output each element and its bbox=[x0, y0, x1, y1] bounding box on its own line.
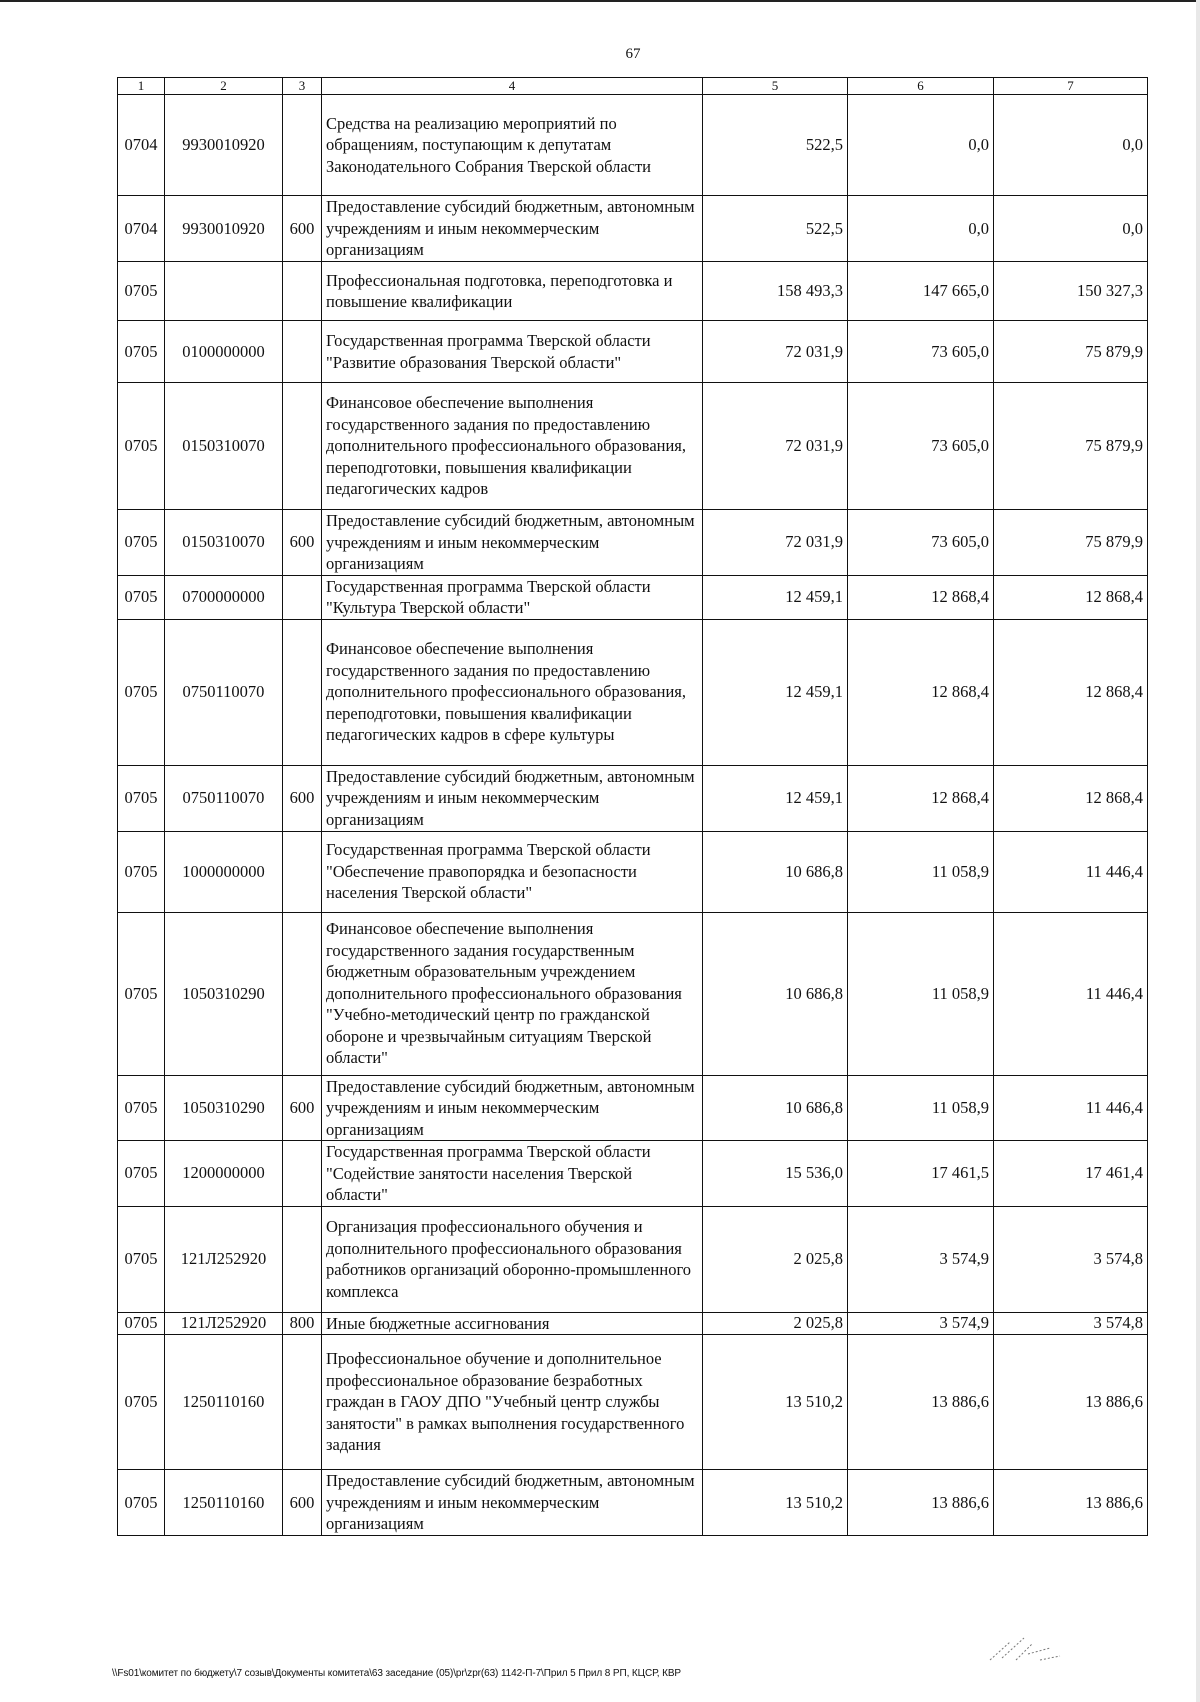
amount-col-5-cell: 13 510,2 bbox=[703, 1335, 848, 1470]
amount-col-6-cell: 13 886,6 bbox=[848, 1335, 994, 1470]
section-code-cell: 0705 bbox=[118, 765, 165, 831]
target-article-code-cell: 9930010920 bbox=[165, 196, 283, 262]
expense-type-code-cell: 600 bbox=[283, 765, 322, 831]
amount-col-6-cell: 147 665,0 bbox=[848, 262, 994, 321]
amount-col-5-cell: 2 025,8 bbox=[703, 1206, 848, 1312]
amount-col-6-cell: 3 574,9 bbox=[848, 1206, 994, 1312]
table-row bbox=[118, 831, 1148, 912]
amount-col-7-cell: 75 879,9 bbox=[994, 321, 1148, 383]
expense-type-code-cell: 600 bbox=[283, 1075, 322, 1141]
amount-col-5-cell: 13 510,2 bbox=[703, 1470, 848, 1536]
amount-col-6-cell: 73 605,0 bbox=[848, 510, 994, 576]
description-cell: Предоставление субсидий бюджетным, автономным учреждениям и иным некоммерческим организациям bbox=[322, 1075, 703, 1141]
amount-col-6-cell: 11 058,9 bbox=[848, 1075, 994, 1141]
target-article-code-cell: 0750110070 bbox=[165, 765, 283, 831]
amount-col-5-cell: 10 686,8 bbox=[703, 912, 848, 1075]
amount-col-5-cell: 10 686,8 bbox=[703, 831, 848, 912]
amount-col-6-cell: 73 605,0 bbox=[848, 383, 994, 510]
amount-col-5-cell: 72 031,9 bbox=[703, 510, 848, 576]
table-row bbox=[118, 196, 1148, 262]
amount-col-5-cell: 158 493,3 bbox=[703, 262, 848, 321]
description-cell: Государственная программа Тверской области "Обеспечение правопорядка и безопасности населения Тверской области" bbox=[322, 831, 703, 912]
amount-col-6-cell: 0,0 bbox=[848, 196, 994, 262]
footer-file-path: \\Fs01\комитет по бюджету\7 созыв\Документы комитета\63 заседание (05)\pr\zpr(63) 1142-П-7\Прил 5 Прил 8 РП, КЦСР, КВР bbox=[112, 1668, 681, 1679]
table-row bbox=[118, 765, 1148, 831]
target-article-code-cell: 9930010920 bbox=[165, 95, 283, 196]
amount-col-7-cell: 13 886,6 bbox=[994, 1470, 1148, 1536]
amount-col-7-cell: 11 446,4 bbox=[994, 912, 1148, 1075]
section-code-cell: 0704 bbox=[118, 95, 165, 196]
target-article-code-cell bbox=[165, 262, 283, 321]
scan-right-edge bbox=[1196, 0, 1200, 1702]
target-article-code-cell: 0150310070 bbox=[165, 383, 283, 510]
section-code-cell: 0705 bbox=[118, 321, 165, 383]
amount-col-7-cell: 12 868,4 bbox=[994, 575, 1148, 619]
amount-col-7-cell: 75 879,9 bbox=[994, 383, 1148, 510]
section-code-cell: 0705 bbox=[118, 1312, 165, 1335]
header-col-6: 6 bbox=[848, 78, 994, 95]
description-cell: Иные бюджетные ассигнования bbox=[322, 1312, 703, 1335]
expense-type-code-cell bbox=[283, 619, 322, 765]
scan-top-edge bbox=[0, 0, 1200, 2]
amount-col-5-cell: 72 031,9 bbox=[703, 321, 848, 383]
section-code-cell: 0705 bbox=[118, 619, 165, 765]
amount-col-5-cell: 12 459,1 bbox=[703, 619, 848, 765]
expense-type-code-cell bbox=[283, 1206, 322, 1312]
amount-col-7-cell: 13 886,6 bbox=[994, 1335, 1148, 1470]
header-col-5: 5 bbox=[703, 78, 848, 95]
amount-col-6-cell: 12 868,4 bbox=[848, 765, 994, 831]
target-article-code-cell: 121Л252920 bbox=[165, 1206, 283, 1312]
table-row bbox=[118, 510, 1148, 576]
amount-col-5-cell: 522,5 bbox=[703, 95, 848, 196]
target-article-code-cell: 1250110160 bbox=[165, 1335, 283, 1470]
target-article-code-cell: 0150310070 bbox=[165, 510, 283, 576]
table-row bbox=[118, 1335, 1148, 1470]
target-article-code-cell: 1050310290 bbox=[165, 1075, 283, 1141]
expense-type-code-cell: 800 bbox=[283, 1312, 322, 1335]
table-row bbox=[118, 1312, 1148, 1335]
table-row bbox=[118, 912, 1148, 1075]
expense-type-code-cell bbox=[283, 383, 322, 510]
table-row bbox=[118, 1470, 1148, 1536]
description-cell: Государственная программа Тверской области "Развитие образования Тверской области" bbox=[322, 321, 703, 383]
table-row bbox=[118, 1141, 1148, 1207]
header-col-3: 3 bbox=[283, 78, 322, 95]
table-row bbox=[118, 383, 1148, 510]
amount-col-5-cell: 2 025,8 bbox=[703, 1312, 848, 1335]
table-row bbox=[118, 575, 1148, 619]
amount-col-7-cell: 3 574,8 bbox=[994, 1312, 1148, 1335]
amount-col-6-cell: 73 605,0 bbox=[848, 321, 994, 383]
budget-table bbox=[117, 77, 1148, 1536]
target-article-code-cell: 1250110160 bbox=[165, 1470, 283, 1536]
amount-col-6-cell: 0,0 bbox=[848, 95, 994, 196]
target-article-code-cell: 1200000000 bbox=[165, 1141, 283, 1207]
section-code-cell: 0705 bbox=[118, 1470, 165, 1536]
amount-col-7-cell: 150 327,3 bbox=[994, 262, 1148, 321]
amount-col-6-cell: 11 058,9 bbox=[848, 831, 994, 912]
amount-col-7-cell: 11 446,4 bbox=[994, 1075, 1148, 1141]
header-col-1: 1 bbox=[118, 78, 165, 95]
target-article-code-cell: 0700000000 bbox=[165, 575, 283, 619]
amount-col-5-cell: 15 536,0 bbox=[703, 1141, 848, 1207]
description-cell: Профессиональная подготовка, переподготовка и повышение квалификации bbox=[322, 262, 703, 321]
header-col-2: 2 bbox=[165, 78, 283, 95]
target-article-code-cell: 0750110070 bbox=[165, 619, 283, 765]
expense-type-code-cell: 600 bbox=[283, 510, 322, 576]
amount-col-6-cell: 12 868,4 bbox=[848, 575, 994, 619]
amount-col-7-cell: 0,0 bbox=[994, 196, 1148, 262]
amount-col-6-cell: 3 574,9 bbox=[848, 1312, 994, 1335]
description-cell: Финансовое обеспечение выполнения государственного задания по предоставлению дополнительного профессионального образования, переподготовки, повышения квалификации педагогических кадров bbox=[322, 383, 703, 510]
amount-col-5-cell: 12 459,1 bbox=[703, 765, 848, 831]
expense-type-code-cell: 600 bbox=[283, 196, 322, 262]
description-cell: Предоставление субсидий бюджетным, автономным учреждениям и иным некоммерческим организациям bbox=[322, 510, 703, 576]
expense-type-code-cell: 600 bbox=[283, 1470, 322, 1536]
expense-type-code-cell bbox=[283, 1335, 322, 1470]
expense-type-code-cell bbox=[283, 1141, 322, 1207]
amount-col-7-cell: 11 446,4 bbox=[994, 831, 1148, 912]
section-code-cell: 0705 bbox=[118, 262, 165, 321]
description-cell: Предоставление субсидий бюджетным, автономным учреждениям и иным некоммерческим организациям bbox=[322, 196, 703, 262]
amount-col-5-cell: 72 031,9 bbox=[703, 383, 848, 510]
scan-noise-marks bbox=[980, 1630, 1070, 1670]
section-code-cell: 0705 bbox=[118, 1141, 165, 1207]
expense-type-code-cell bbox=[283, 912, 322, 1075]
section-code-cell: 0705 bbox=[118, 575, 165, 619]
table-row bbox=[118, 95, 1148, 196]
description-cell: Государственная программа Тверской области "Культура Тверской области" bbox=[322, 575, 703, 619]
amount-col-7-cell: 17 461,4 bbox=[994, 1141, 1148, 1207]
amount-col-6-cell: 13 886,6 bbox=[848, 1470, 994, 1536]
amount-col-5-cell: 522,5 bbox=[703, 196, 848, 262]
section-code-cell: 0705 bbox=[118, 831, 165, 912]
amount-col-6-cell: 17 461,5 bbox=[848, 1141, 994, 1207]
amount-col-5-cell: 10 686,8 bbox=[703, 1075, 848, 1141]
amount-col-7-cell: 75 879,9 bbox=[994, 510, 1148, 576]
section-code-cell: 0705 bbox=[118, 1335, 165, 1470]
target-article-code-cell: 0100000000 bbox=[165, 321, 283, 383]
description-cell: Профессиональное обучение и дополнительное профессиональное образование безработных граждан в ГАОУ ДПО "Учебный центр службы занятости" в рамках выполнения государственного задания bbox=[322, 1335, 703, 1470]
section-code-cell: 0705 bbox=[118, 1206, 165, 1312]
table-row bbox=[118, 619, 1148, 765]
target-article-code-cell: 121Л252920 bbox=[165, 1312, 283, 1335]
target-article-code-cell: 1000000000 bbox=[165, 831, 283, 912]
page-number: 67 bbox=[625, 46, 641, 62]
description-cell: Средства на реализацию мероприятий по обращениям, поступающим к депутатам Законодательного Собрания Тверской области bbox=[322, 95, 703, 196]
expense-type-code-cell bbox=[283, 95, 322, 196]
header-col-7: 7 bbox=[994, 78, 1148, 95]
table-row bbox=[118, 321, 1148, 383]
table-row bbox=[118, 1206, 1148, 1312]
table-header-row bbox=[118, 78, 1148, 95]
amount-col-7-cell: 12 868,4 bbox=[994, 765, 1148, 831]
expense-type-code-cell bbox=[283, 321, 322, 383]
description-cell: Финансовое обеспечение выполнения государственного задания государственным бюджетным образовательным учреждением дополнительного профессионального образования "Учебно-методический центр по гражданской обороне и чрезвычайным ситуациям Тверской области" bbox=[322, 912, 703, 1075]
amount-col-6-cell: 12 868,4 bbox=[848, 619, 994, 765]
amount-col-7-cell: 3 574,8 bbox=[994, 1206, 1148, 1312]
target-article-code-cell: 1050310290 bbox=[165, 912, 283, 1075]
description-cell: Финансовое обеспечение выполнения государственного задания по предоставлению дополнительного профессионального образования, переподготовки, повышения квалификации педагогических кадров в сфере культуры bbox=[322, 619, 703, 765]
expense-type-code-cell bbox=[283, 262, 322, 321]
header-col-4: 4 bbox=[322, 78, 703, 95]
description-cell: Организация профессионального обучения и дополнительного профессионального образования работников организаций оборонно-промышленного комплекса bbox=[322, 1206, 703, 1312]
table-row bbox=[118, 262, 1148, 321]
section-code-cell: 0704 bbox=[118, 196, 165, 262]
description-cell: Предоставление субсидий бюджетным, автономным учреждениям и иным некоммерческим организациям bbox=[322, 1470, 703, 1536]
amount-col-7-cell: 12 868,4 bbox=[994, 619, 1148, 765]
description-cell: Государственная программа Тверской области "Содействие занятости населения Тверской области" bbox=[322, 1141, 703, 1207]
expense-type-code-cell bbox=[283, 831, 322, 912]
section-code-cell: 0705 bbox=[118, 383, 165, 510]
amount-col-5-cell: 12 459,1 bbox=[703, 575, 848, 619]
section-code-cell: 0705 bbox=[118, 912, 165, 1075]
amount-col-7-cell: 0,0 bbox=[994, 95, 1148, 196]
section-code-cell: 0705 bbox=[118, 510, 165, 576]
section-code-cell: 0705 bbox=[118, 1075, 165, 1141]
expense-type-code-cell bbox=[283, 575, 322, 619]
amount-col-6-cell: 11 058,9 bbox=[848, 912, 994, 1075]
table-row bbox=[118, 1075, 1148, 1141]
description-cell: Предоставление субсидий бюджетным, автономным учреждениям и иным некоммерческим организациям bbox=[322, 765, 703, 831]
